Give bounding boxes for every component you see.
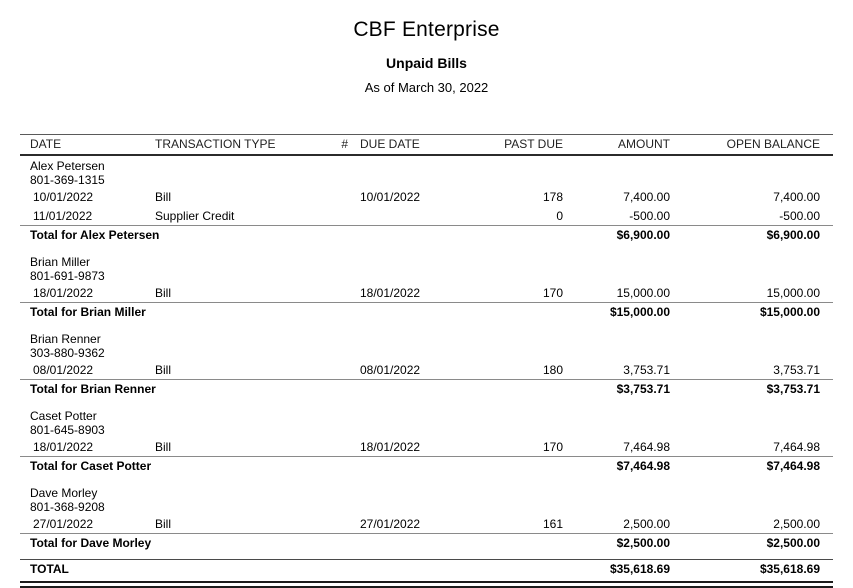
cell-transaction-type: Bill <box>155 190 172 204</box>
customer-phone: 801-369-1315 <box>30 173 105 187</box>
cell-transaction-type: Bill <box>155 439 172 454</box>
group-total-row <box>20 303 833 321</box>
cell-open-balance: 2,500.00 <box>773 516 820 531</box>
cell-number <box>330 515 350 534</box>
cell-amount: 7,464.98 <box>623 439 670 454</box>
cell-past-due: 0 <box>556 208 563 223</box>
transaction-row <box>20 361 833 380</box>
group-total-row <box>20 457 833 475</box>
customer-phone-row <box>20 346 833 361</box>
column-header-number: # <box>330 135 350 155</box>
grand-total-open-balance: $35,618.69 <box>672 560 833 578</box>
transaction-row <box>20 438 833 457</box>
cell-open-balance: -500.00 <box>779 208 820 223</box>
group-total-past-due <box>465 380 565 398</box>
cell-open-balance: 3,753.71 <box>773 362 820 377</box>
cell-due-date: 27/01/2022 <box>360 516 421 531</box>
cell-date: 27/01/2022 <box>33 516 94 531</box>
cell-amount: -500.00 <box>629 208 670 223</box>
cell-number <box>330 361 350 380</box>
customer-phone: 801-368-9208 <box>30 500 105 514</box>
group-total-past-due <box>465 534 565 552</box>
group-spacer <box>20 475 833 483</box>
transaction-row <box>20 515 833 534</box>
customer-name: Brian Renner <box>30 331 101 346</box>
cell-open-balance: 15,000.00 <box>766 285 820 300</box>
table-body <box>20 155 833 578</box>
customer-name-row <box>20 483 833 500</box>
group-total-amount: $3,753.71 <box>565 380 672 398</box>
cell-amount: 2,500.00 <box>623 516 670 531</box>
cell-past-due: 170 <box>542 285 563 300</box>
group-total-label: Total for Caset Potter <box>20 457 465 475</box>
group-spacer-row <box>20 552 833 560</box>
cell-transaction-type: Bill <box>155 516 172 531</box>
column-header-transaction-type: TRANSACTION TYPE <box>145 135 330 155</box>
group-total-label: Total for Dave Morley <box>20 534 465 552</box>
cell-date: 18/01/2022 <box>33 439 94 454</box>
report-title: Unpaid Bills <box>386 55 467 71</box>
transaction-row <box>20 188 833 207</box>
group-total-amount: $2,500.00 <box>565 534 672 552</box>
grand-total-past-due <box>465 560 565 578</box>
group-total-row <box>20 380 833 398</box>
group-total-row <box>20 534 833 552</box>
group-total-open-balance: $7,464.98 <box>672 457 833 475</box>
customer-name: Alex Petersen <box>30 158 105 173</box>
report-as-of-date: As of March 30, 2022 <box>364 80 489 95</box>
customer-name: Brian Miller <box>30 254 91 269</box>
group-spacer <box>20 398 833 406</box>
table-header <box>20 135 833 155</box>
cell-open-balance: 7,464.98 <box>773 439 820 454</box>
grand-total-label: TOTAL <box>20 560 465 578</box>
group-total-amount: $7,464.98 <box>565 457 672 475</box>
cell-due-date: 18/01/2022 <box>360 285 421 300</box>
column-header-amount: AMOUNT <box>565 135 672 155</box>
cell-open-balance: 7,400.00 <box>773 190 820 204</box>
transaction-row <box>20 284 833 303</box>
group-spacer <box>20 321 833 329</box>
cell-amount: 15,000.00 <box>616 285 670 300</box>
cell-date: 10/01/2022 <box>33 190 94 204</box>
grand-total-amount: $35,618.69 <box>565 560 672 578</box>
group-total-open-balance: $15,000.00 <box>672 303 833 321</box>
cell-number <box>330 188 350 207</box>
group-total-label: Total for Brian Renner <box>20 380 465 398</box>
customer-phone-row <box>20 423 833 438</box>
cell-due-date: 10/01/2022 <box>360 190 421 204</box>
group-total-past-due <box>465 303 565 321</box>
cell-past-due: 180 <box>542 362 563 377</box>
cell-transaction-type: Bill <box>155 285 172 300</box>
column-header-due-date: DUE DATE <box>350 135 465 155</box>
table-header-row <box>20 135 833 155</box>
group-total-amount: $15,000.00 <box>565 303 672 321</box>
customer-name: Dave Morley <box>30 485 98 500</box>
customer-phone: 801-691-9873 <box>30 269 105 283</box>
customer-name-row <box>20 329 833 346</box>
group-total-row <box>20 226 833 244</box>
grand-total-row <box>20 560 833 578</box>
group-spacer-row <box>20 244 833 252</box>
group-total-label: Total for Alex Petersen <box>20 226 465 244</box>
group-spacer <box>20 244 833 252</box>
cell-transaction-type: Bill <box>155 362 172 377</box>
transaction-row <box>20 207 833 226</box>
customer-name-row <box>20 252 833 269</box>
customer-phone: 303-880-9362 <box>30 346 105 360</box>
group-total-label: Total for Brian Miller <box>20 303 465 321</box>
cell-number <box>330 438 350 457</box>
customer-phone-row <box>20 269 833 284</box>
group-total-past-due <box>465 226 565 244</box>
customer-name-row <box>20 406 833 423</box>
customer-phone-row <box>20 500 833 515</box>
unpaid-bills-table <box>20 134 833 578</box>
cell-amount: 7,400.00 <box>623 190 670 204</box>
cell-date: 11/01/2022 <box>33 208 93 223</box>
group-total-open-balance: $2,500.00 <box>672 534 833 552</box>
cell-number <box>330 207 350 226</box>
column-header-open-balance: OPEN BALANCE <box>672 135 833 155</box>
group-total-open-balance: $3,753.71 <box>672 380 833 398</box>
cell-due-date: 18/01/2022 <box>360 439 421 454</box>
report-bottom-double-rule <box>20 581 833 588</box>
customer-phone-row <box>20 173 833 188</box>
group-spacer <box>20 552 833 560</box>
cell-due-date <box>350 207 465 226</box>
group-total-open-balance: $6,900.00 <box>672 226 833 244</box>
group-spacer-row <box>20 321 833 329</box>
group-total-amount: $6,900.00 <box>565 226 672 244</box>
group-spacer-row <box>20 475 833 483</box>
column-header-date: DATE <box>20 135 145 155</box>
cell-past-due: 170 <box>542 439 563 454</box>
cell-transaction-type: Supplier Credit <box>155 208 235 223</box>
group-spacer-row <box>20 398 833 406</box>
cell-number <box>330 284 350 303</box>
customer-name-row <box>20 155 833 173</box>
cell-amount: 3,753.71 <box>623 362 670 377</box>
column-header-past-due: PAST DUE <box>465 135 565 155</box>
cell-past-due: 161 <box>542 516 563 531</box>
group-total-past-due <box>465 457 565 475</box>
customer-name: Caset Potter <box>30 408 97 423</box>
cell-date: 18/01/2022 <box>33 285 94 300</box>
cell-date: 08/01/2022 <box>33 362 94 377</box>
company-name: CBF Enterprise <box>353 18 500 41</box>
cell-due-date: 08/01/2022 <box>360 362 421 377</box>
customer-phone: 801-645-8903 <box>30 423 105 437</box>
cell-past-due: 178 <box>542 190 563 204</box>
